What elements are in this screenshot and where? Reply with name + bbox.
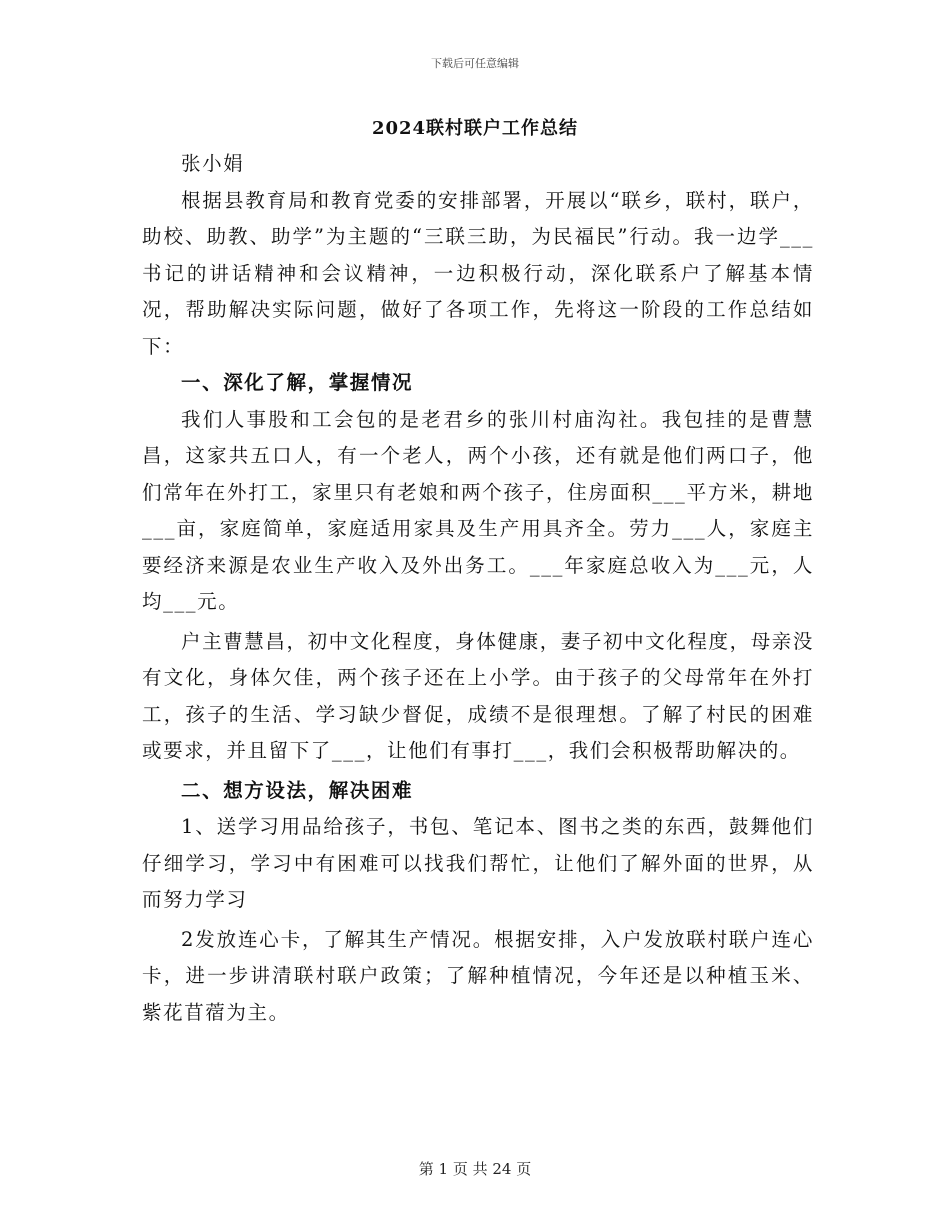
author-name: 张小娟 bbox=[181, 152, 245, 175]
page-number-footer: 第 1 页 共 24 页 bbox=[418, 1160, 532, 1178]
document-title: 2024联村联户工作总结 bbox=[371, 118, 579, 139]
page-header-note: 下载后可任意编辑 bbox=[431, 57, 519, 70]
section-1-paragraph-2: 户主曹慧昌，初中文化程度，身体健康，妻子初中文化程度，母亲没有文化，身体欠佳，两个孩子还在上小学。由于孩子的父母常年在外打工，孩子的生活、学习缺少督促，成绩不是很理想。了解了村民的困难或要求，并且留下了___，让他们有事打___，我们会积极帮助解决的。 bbox=[142, 629, 815, 762]
section-2-paragraph-1: 1、送学习用品给孩子，书包、笔记本、图书之类的东西，鼓舞他们仔细学习，学习中有困难可以找我们帮忙，让他们了解外面的世界，从而努力学习 bbox=[142, 815, 814, 911]
section-1-heading: 一、深化了解，掌握情况 bbox=[181, 371, 414, 394]
document-body bbox=[142, 146, 814, 1031]
section-1-paragraph-1: 我们人事股和工会包的是老君乡的张川村庙沟社。我包挂的是曹慧昌，这家共五口人，有一个老人，两个小孩，还有就是他们两口子，他们常年在外打工，家里只有老娘和两个孩子，住房面积___平方米，耕地___亩，家庭简单，家庭适用家具及生产用具齐全。劳力___人，家庭主要经济来源是农业生产收入及外出务工。___年家庭总收入为___元，人均___元。 bbox=[142, 407, 814, 613]
section-2-paragraph-2: 2发放连心卡，了解其生产情况。根据安排，入户发放联村联户连心卡，进一步讲清联村联户政策；了解种植情况，今年还是以种植玉米、紫花苜蓿为主。 bbox=[142, 927, 814, 1024]
intro-paragraph: 根据县教育局和教育党委的安排部署，开展以“联乡，联村，联户，助校、助教、助学”为主题的“三联三助，为民福民”行动。我一边学___书记的讲话精神和会议精神，一边积极行动，深化联系户了解基本情况，帮助解决实际问题，做好了各项工作，先将这一阶段的工作总结如下： bbox=[142, 188, 814, 358]
section-2-heading: 二、想方设法，解决困难 bbox=[181, 778, 414, 802]
